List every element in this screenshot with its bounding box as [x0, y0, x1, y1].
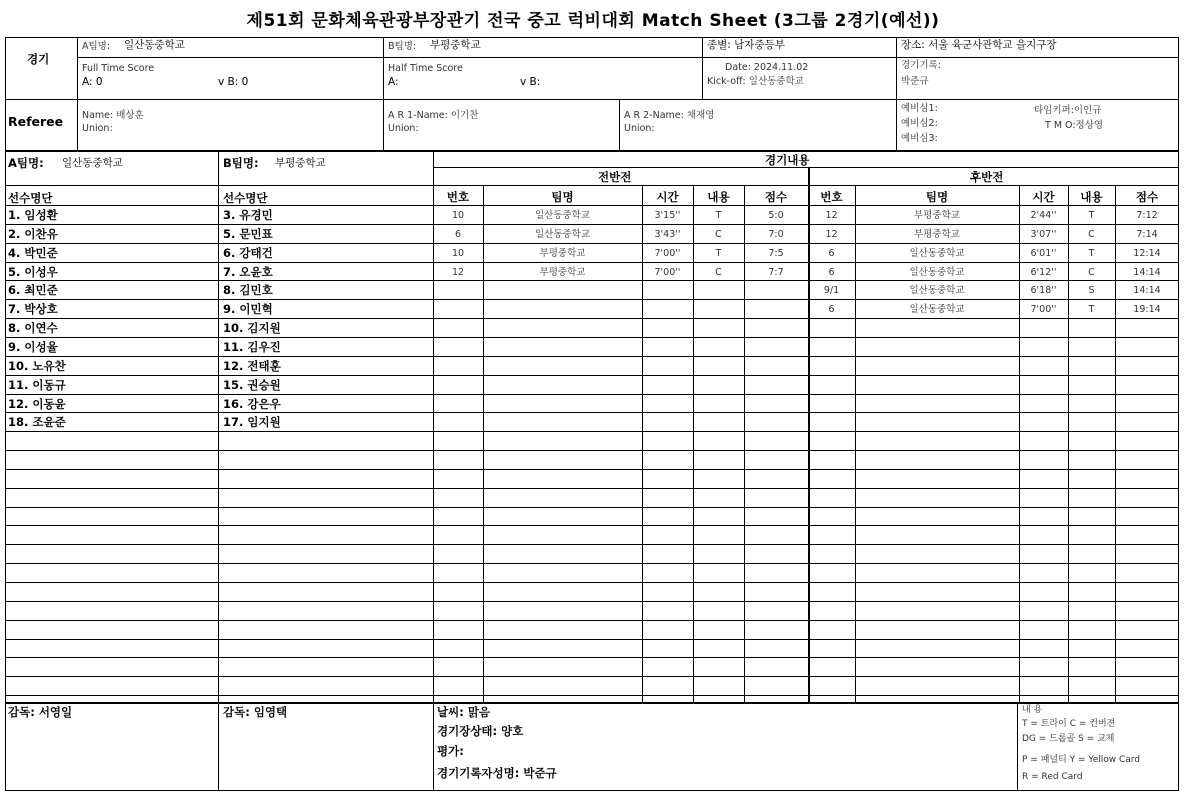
second-half-cell: 부평중학교 — [914, 210, 960, 221]
first-half-cell: 일산동중학교 — [534, 210, 591, 221]
second-half-cell: 9/1 — [823, 285, 840, 296]
legend-line: 내 용 — [1022, 705, 1043, 715]
team-a-player: 11. 이동규 — [8, 378, 66, 392]
first-half-cell: 7:5 — [768, 248, 784, 259]
weather: 날씨: 맑음 — [437, 705, 491, 719]
first-half-col-header: 시간 — [656, 190, 679, 204]
grid-line — [5, 412, 1179, 413]
first-half-cell: 일산동중학교 — [534, 229, 591, 240]
match-content-label: 경기내용 — [765, 153, 810, 167]
grid-line — [1115, 185, 1116, 702]
team-b-player: 17. 임지원 — [223, 415, 281, 429]
grid-line — [5, 488, 1179, 489]
grid-line — [5, 394, 1179, 395]
team-a-player: 6. 최민준 — [8, 283, 58, 297]
first-half-cell: 10 — [451, 248, 465, 259]
grid-line — [896, 99, 897, 150]
first-half-col-header: 번호 — [446, 190, 470, 204]
grid-line — [483, 185, 484, 702]
players-team-b-name: 부평중학교 — [275, 157, 326, 169]
first-half-cell: 7'00'' — [654, 267, 681, 278]
grid-line — [744, 185, 745, 702]
reserve-referee-2: 예비심2: — [901, 118, 938, 129]
team-b-list-header: 선수명단 — [223, 191, 268, 205]
team-b-player: 6. 강태건 — [223, 246, 273, 260]
field-condition: 경기장상태: 양호 — [437, 724, 524, 738]
grid-line — [693, 185, 694, 702]
grid-line — [5, 507, 1179, 508]
grid-line — [5, 601, 1179, 602]
second-half-cell: T — [1088, 248, 1095, 259]
referee-name: Name: 배상훈 — [82, 110, 144, 121]
second-half-cell: 일산동중학교 — [909, 304, 965, 315]
second-half-cell: 6'18'' — [1030, 285, 1057, 296]
grid-line — [5, 185, 1179, 186]
team-a-list-header: 선수명단 — [8, 191, 53, 205]
match-date: Date: 2024.11.02 — [725, 62, 809, 73]
grid-line — [5, 150, 1179, 152]
grid-line — [5, 262, 1179, 263]
grid-line — [383, 99, 384, 150]
first-half-cell: 3'15'' — [654, 210, 681, 221]
team-b-player: 10. 김지원 — [223, 321, 281, 335]
team-a-player: 10. 노유찬 — [8, 359, 66, 373]
grid-line — [1019, 185, 1020, 702]
second-half-cell: 14:14 — [1133, 267, 1161, 278]
first-half-col-header: 내용 — [707, 190, 730, 204]
second-half-cell: 2'44'' — [1030, 210, 1057, 221]
timekeeper: 타임키퍼:이인규 — [1034, 105, 1102, 116]
team-a-player: 2. 이찬유 — [8, 227, 58, 241]
team-a-player: 5. 이성우 — [8, 265, 58, 279]
second-half-cell: 7:12 — [1136, 210, 1158, 221]
team-a-name: 일산동중학교 — [124, 39, 185, 51]
first-half-cell: 부평중학교 — [539, 267, 586, 278]
grid-line — [5, 469, 1179, 470]
grid-line — [5, 243, 1179, 244]
legend-line: P = 패널티 Y = Yellow Card — [1022, 755, 1141, 765]
grid-line — [5, 525, 1179, 526]
grid-line — [1068, 185, 1069, 702]
referee-label: Referee — [8, 114, 64, 129]
grid-line — [702, 37, 703, 99]
team-b-player: 16. 강은우 — [223, 397, 281, 411]
grid-line — [5, 639, 1179, 640]
first-half-cell: T — [715, 210, 722, 221]
second-half-col-header: 번호 — [820, 190, 843, 204]
second-half-cell: 12:14 — [1133, 248, 1161, 259]
second-half-cell: 일산동중학교 — [909, 285, 965, 296]
grid-line — [5, 375, 1179, 376]
grid-line — [5, 205, 1179, 206]
grid-line — [5, 582, 1179, 583]
team-a-player: 8. 이연수 — [8, 321, 58, 335]
second-half-cell: 6 — [828, 267, 835, 278]
team-a-player: 7. 박상호 — [8, 302, 58, 316]
grid-line — [5, 544, 1179, 545]
team-b-label: B팀명: — [388, 41, 417, 52]
team-a-player: 1. 임성환 — [8, 208, 58, 222]
grid-line — [5, 99, 1179, 100]
grid-line — [5, 337, 1179, 338]
second-half-cell: 12 — [825, 210, 838, 221]
grid-line — [5, 431, 1179, 432]
team-a-player: 9. 이성율 — [8, 340, 58, 354]
evaluation: 평가: — [437, 744, 464, 758]
kickoff: Kick-off: 일산동중학교 — [707, 76, 804, 87]
first-half-col-header: 팀명 — [551, 190, 574, 204]
second-half-cell: 6'01'' — [1030, 248, 1057, 259]
team-b-player: 3. 유경민 — [223, 208, 273, 222]
first-half-cell: 5:0 — [768, 210, 784, 221]
first-half-cell: 부평중학교 — [539, 248, 586, 259]
second-half-col-header: 내용 — [1080, 190, 1103, 204]
division: 종별: 남자중등부 — [707, 39, 785, 51]
first-half-cell: 10 — [451, 210, 465, 221]
full-time-b: v B: 0 — [218, 76, 249, 88]
first-half-cell: 7'00'' — [654, 248, 681, 259]
grid-line — [433, 167, 1179, 168]
venue: 장소: 서울 육군사관학교 을지구장 — [901, 39, 1057, 51]
recorder-label: 경기기록: — [901, 60, 941, 71]
grid-line — [1017, 702, 1018, 791]
half-time-b: v B: — [520, 76, 541, 88]
first-half-cell: C — [715, 229, 722, 240]
reserve-referee-1: 예비심1: — [901, 103, 938, 114]
full-time-a: A: 0 — [82, 76, 103, 88]
grid-line — [5, 695, 1179, 696]
grid-line — [5, 563, 1179, 564]
grid-line — [383, 37, 384, 99]
first-half-cell: 7:7 — [768, 267, 784, 278]
grid-line — [896, 37, 897, 99]
second-half-cell: 14:14 — [1133, 285, 1161, 296]
team-b-player: 8. 김민호 — [223, 283, 273, 297]
half-time-label: Half Time Score — [388, 63, 463, 74]
second-half-cell: 일산동중학교 — [909, 267, 965, 278]
second-half-cell: 부평중학교 — [914, 229, 960, 240]
grid-line — [77, 99, 78, 150]
team-b-player: 12. 전태훈 — [223, 359, 281, 373]
second-half-cell: T — [1088, 210, 1095, 221]
second-half-cell: 6 — [828, 248, 835, 259]
second-half-cell: 7:14 — [1136, 229, 1158, 240]
first-half-cell: 7:0 — [768, 229, 784, 240]
first-half-cell: C — [715, 267, 722, 278]
first-half-col-header: 점수 — [764, 190, 788, 204]
second-half-cell: 7'00'' — [1030, 304, 1057, 315]
second-half-cell: 3'07'' — [1030, 229, 1057, 240]
players-team-b-label: B팀명: — [223, 156, 259, 170]
ar1-union: Union: — [388, 123, 419, 134]
grid-line — [642, 185, 643, 702]
second-half-cell: T — [1088, 304, 1095, 315]
coach-a: 감독: 서영일 — [8, 705, 73, 719]
first-half-cell: T — [715, 248, 722, 259]
grid-line — [5, 299, 1179, 300]
match-label: 경기 — [27, 52, 50, 66]
second-half-label: 후반전 — [970, 170, 1004, 184]
team-a-player: 4. 박민준 — [8, 246, 58, 260]
players-team-a-label: A팀명: — [8, 156, 44, 170]
team-a-label: A팀명: — [82, 41, 111, 52]
ar2-name: A R 2-Name: 채재영 — [624, 110, 715, 121]
second-half-cell: 19:14 — [1133, 304, 1161, 315]
page-title: 제51회 문화체육관광부장관기 전국 중고 럭비대회 Match Sheet (3그룹 2경기(예선)) — [246, 11, 940, 31]
grid-line — [77, 37, 78, 99]
referee-union: Union: — [82, 123, 113, 134]
first-half-cell: 6 — [454, 229, 462, 240]
team-b-player: 5. 문민표 — [223, 227, 273, 241]
second-half-col-header: 점수 — [1135, 190, 1159, 204]
recorder-name: 박준규 — [901, 76, 929, 87]
second-half-cell: 6 — [828, 304, 835, 315]
second-half-cell: 일산동중학교 — [909, 248, 965, 259]
ar1-name: A R 1-Name: 이기찬 — [388, 110, 479, 121]
players-team-a-name: 일산동중학교 — [62, 157, 123, 169]
ar2-union: Union: — [624, 123, 655, 134]
tmo: T M O:정상영 — [1045, 120, 1104, 131]
grid-line — [5, 280, 1179, 281]
team-b-player: 7. 오윤호 — [223, 265, 273, 279]
half-time-a: A: — [388, 76, 399, 88]
second-half-col-header: 시간 — [1032, 190, 1055, 204]
reserve-referee-3: 예비심3: — [901, 133, 938, 144]
grid-line — [855, 185, 856, 702]
first-half-cell: 3'43'' — [654, 229, 681, 240]
team-a-player: 18. 조윤준 — [8, 415, 66, 429]
grid-line — [5, 702, 1179, 704]
grid-line — [218, 150, 219, 791]
second-half-cell: 12 — [825, 229, 838, 240]
second-half-cell: 6'12'' — [1030, 267, 1057, 278]
legend-line: DG = 드롭골 S = 교체 — [1022, 734, 1115, 744]
full-time-label: Full Time Score — [82, 63, 155, 74]
coach-b: 감독: 임영택 — [223, 705, 288, 719]
team-b-player: 9. 이민혁 — [223, 302, 273, 316]
second-half-cell: C — [1088, 229, 1095, 240]
grid-line — [5, 450, 1179, 451]
team-b-player: 11. 김우진 — [223, 340, 281, 354]
legend-line: R = Red Card — [1022, 772, 1083, 782]
grid-line — [5, 318, 1179, 319]
grid-line — [5, 356, 1179, 357]
second-half-col-header: 팀명 — [925, 190, 949, 204]
grid-line — [5, 657, 1179, 658]
team-b-player: 15. 권승원 — [223, 378, 281, 392]
recorder-signature: 경기기록자성명: 박준규 — [437, 766, 557, 780]
grid-line — [5, 620, 1179, 621]
legend-line: T = 트라이 C = 컨버젼 — [1022, 719, 1116, 729]
grid-line — [5, 224, 1179, 225]
second-half-cell: S — [1088, 285, 1095, 296]
grid-line — [77, 57, 1179, 58]
second-half-cell: C — [1088, 267, 1095, 278]
team-a-player: 12. 이동윤 — [8, 397, 66, 411]
first-half-label: 전반전 — [598, 170, 632, 184]
grid-line — [619, 99, 620, 150]
team-b-name: 부평중학교 — [430, 39, 481, 51]
grid-line — [5, 676, 1179, 677]
first-half-cell: 12 — [451, 267, 465, 278]
